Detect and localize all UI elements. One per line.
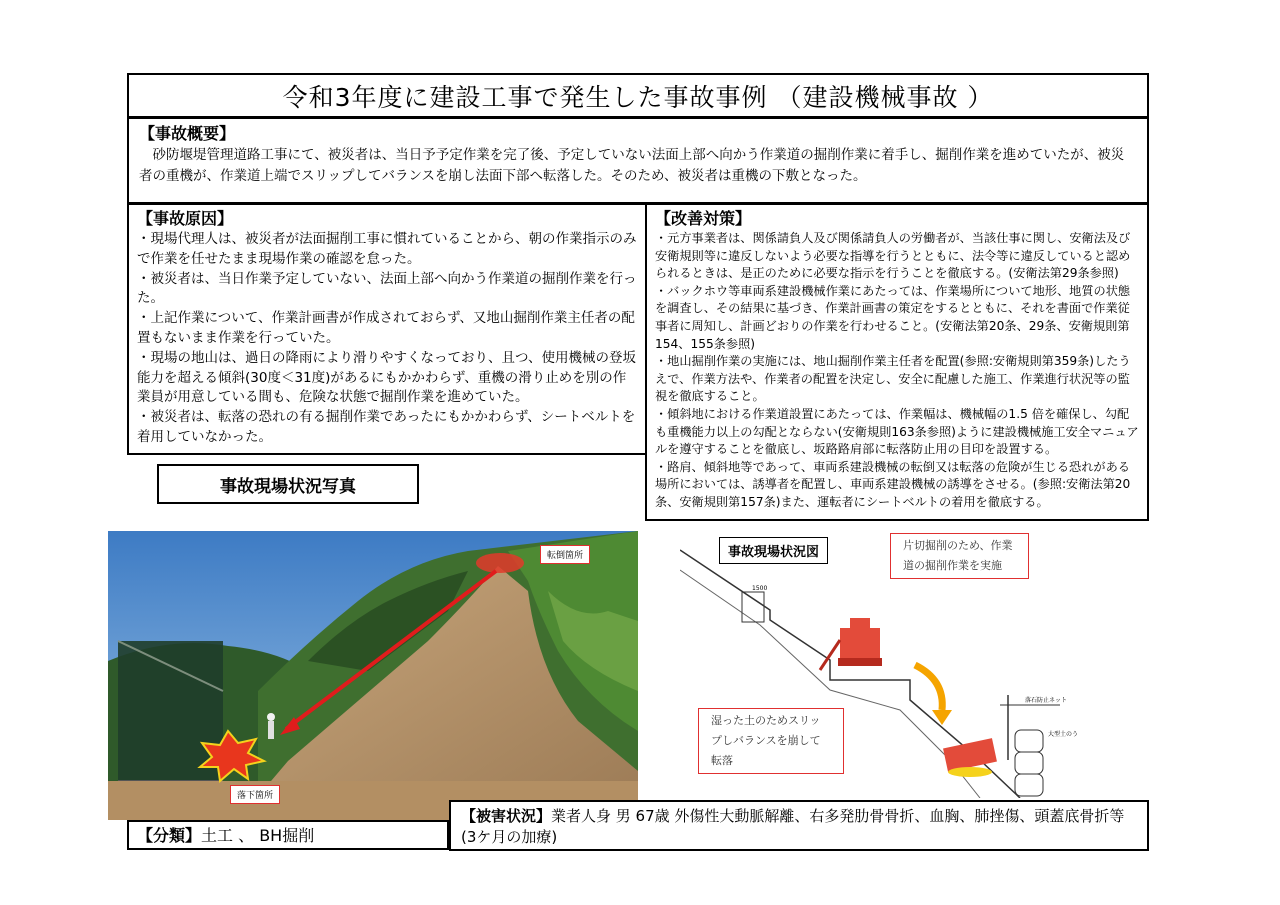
measure-item: ・路肩、傾斜地等であって、車両系建設機械の転倒又は転落の危険が生じる恐れがある場所においては、誘導者を配置し、車両系建設機械の誘導をさせる。(参照:安衛法第20条、安衛規則第157条)また、運転者にシートベルトの着用を徹底する。 bbox=[655, 459, 1131, 509]
measure-item: ・元方事業者は、関係請負人及び関係請負人の労働者が、当該仕事に関し、安衛法及び安衛規則等に違反しないよう必要な指導を行うとともに、法令等に違反していると認められるときは、是正のために必要な指示を行うことを徹底する。(安衛法第29条参照) bbox=[655, 231, 1131, 281]
damage-label: 【被害状況】 bbox=[461, 807, 552, 825]
excavator-fallen-icon bbox=[943, 738, 997, 777]
overview-section bbox=[127, 117, 1149, 204]
overview-heading: 【事故概要】 bbox=[139, 124, 236, 143]
diagram-note-left: 湿った土のためスリップしバランスを崩して転落 bbox=[698, 708, 844, 774]
photo-title: 事故現場状況写真 bbox=[157, 464, 419, 504]
cause-item: ・現場代理人は、被災者が法面掘削工事に慣れていることから、朝の作業指示のみで作業を任せたまま現場作業の確認を怠った。 bbox=[137, 231, 637, 267]
classification-section bbox=[127, 820, 449, 850]
diagram-bag-label: 大型土のう bbox=[1048, 731, 1079, 738]
diagram-net-label: 落石防止ネット bbox=[1025, 697, 1068, 704]
cause-heading: 【事故原因】 bbox=[137, 209, 234, 228]
measure-item: ・傾斜地における作業道設置にあたっては、作業幅は、機械幅の1.5 倍を確保し、勾配も重機能力以上の勾配とならない(安衛規則163条参照)ように建設機械施工安全マニュアルを遵守することを徹底し、坂路路肩部に転落防止用の目印を設置する。 bbox=[655, 406, 1139, 457]
classification-label: 【分類】 bbox=[137, 826, 202, 845]
cause-section bbox=[127, 203, 647, 455]
damage-value: 業者人身 男 67歳 外傷性大動脈解離、右多発肋骨骨折、血胸、肺挫傷、頭蓋底骨折等(3ケ月の加療) bbox=[461, 807, 1125, 846]
cause-item: ・上記作業について、作業計画書が作成されておらず、又地山掘削作業主任者の配置もないまま作業を行っていた。 bbox=[137, 310, 635, 346]
measures-heading: 【改善対策】 bbox=[655, 209, 752, 228]
fall-arrow-icon bbox=[932, 710, 952, 725]
measure-item: ・バックホウ等車両系建設機械作業にあたっては、作業場所について地形、地質の状態を調査し、その結果に基づき、作業計画書の策定をするとともに、それを書面で作業従事者に周知し、計画どおりの作業を行わせること。(安衛法第20条、29条、安衛規則第154、155条参照) bbox=[655, 283, 1131, 351]
diagram-title: 事故現場状況図 bbox=[719, 537, 828, 564]
cause-item: ・現場の地山は、過日の降雨により滑りやすくなっており、且つ、使用機械の登坂能力を超える傾斜(30度＜31度)があるにもかかわらず、重機の滑り止めを別の作業員が用意している間も、危険な状態で掘削作業を進めていた。 bbox=[137, 349, 636, 406]
damage-section bbox=[449, 800, 1149, 851]
photo-tag-overturn: 転倒箇所 bbox=[540, 545, 590, 564]
overview-text: 砂防堰堤管理道路工事にて、被災者は、当日予予定作業を完了後、予定していない法面上部へ向かう作業道の掘削作業に着手し、掘削作業を進めていたが、被災者の重機が、作業道上端でスリップしてバランスを崩し法面下部へ転落した。そのため、被災者は重機の下敷となった。 bbox=[139, 147, 1125, 184]
cause-item: ・被災者は、当日作業予定していない、法面上部へ向かう作業道の掘削作業を行った。 bbox=[137, 270, 637, 307]
measures-section bbox=[645, 203, 1149, 521]
cause-item: ・被災者は、転落の恐れの有る掘削作業であったにもかかわらず、シートベルトを着用していなかった。 bbox=[137, 409, 636, 445]
diagram-note-top: 片切掘削のため、作業道の掘削作業を実施 bbox=[890, 533, 1029, 579]
site-photo bbox=[108, 531, 638, 820]
page-title: 令和3年度に建設工事で発生した事故事例 （建設機械事故 ） bbox=[127, 73, 1149, 118]
diagram-width-label: 1500 bbox=[752, 585, 768, 592]
photo-tag-fall: 落下箇所 bbox=[230, 785, 280, 804]
classification-value: 土工 、 BH掘削 bbox=[201, 826, 315, 845]
measure-item: ・地山掘削作業の実施には、地山掘削作業主任者を配置(参照:安衛規則第359条)したうえで、作業方法や、作業者の配置を決定し、安全に配慮した施工、作業進行状況等の監視を徹底すること。 bbox=[655, 354, 1131, 404]
